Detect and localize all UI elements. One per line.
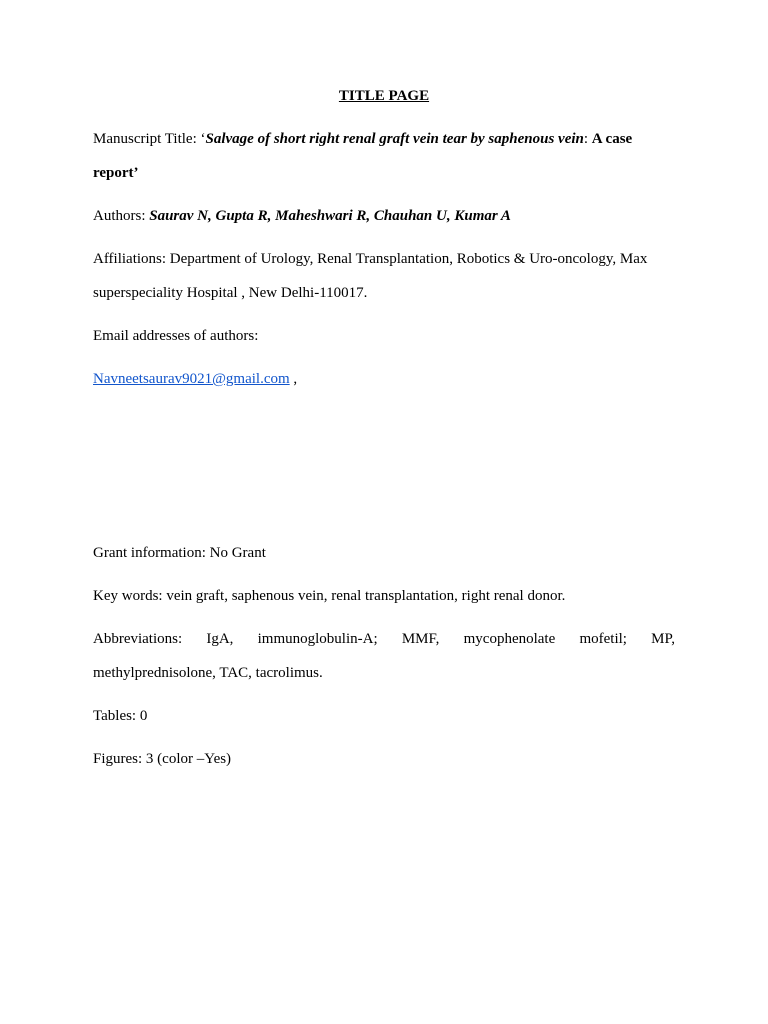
abbreviations-line-2: methylprednisolone, TAC, tacrolimus. — [93, 665, 323, 681]
abbreviations-word: immunoglobulin-A; — [257, 631, 378, 647]
manuscript-title-italic: Salvage of short right renal graft vein tear by saphenous vein — [205, 131, 584, 147]
keywords: Key words: vein graft, saphenous vein, renal transplantation, right renal donor. — [93, 588, 566, 604]
manuscript-title-line-2: report’ — [93, 165, 139, 181]
affiliations-line-1: Affiliations: Department of Urology, Renal Transplantation, Robotics & Uro-oncology, Max — [93, 251, 648, 267]
abbreviations-word: MP, — [651, 631, 675, 647]
manuscript-title-colon: : — [583, 131, 592, 147]
email-label: Email addresses of authors: — [93, 328, 259, 344]
abbreviations-word: mycophenolate — [463, 631, 556, 647]
abbreviations-word: Abbreviations: — [93, 631, 183, 647]
email-line — [93, 369, 675, 389]
page-title: TITLE PAGE — [338, 88, 430, 104]
authors-line — [93, 206, 675, 226]
authors-label: Authors: — [93, 208, 150, 224]
manuscript-title-end: A case — [591, 131, 633, 147]
manuscript-title-label: Manuscript Title: ‘ — [93, 131, 206, 147]
email-suffix: , — [289, 371, 298, 387]
authors-names: Saurav N, Gupta R, Maheshwari R, Chauhan U, Kumar A — [149, 208, 511, 224]
figures-count: Figures: 3 (color –Yes) — [93, 751, 232, 767]
grant-info: Grant information: No Grant — [93, 545, 266, 561]
affiliations-line-2: superspeciality Hospital , New Delhi-110017. — [93, 285, 368, 301]
abbreviations-word: IgA, — [206, 631, 234, 647]
abbreviations-word: mofetil; — [579, 631, 627, 647]
tables-count: Tables: 0 — [93, 708, 148, 724]
email-link[interactable]: Navneetsaurav9021@gmail.com — [93, 371, 290, 387]
abbreviations-word: MMF, — [401, 631, 440, 647]
manuscript-title-line-1 — [93, 129, 675, 149]
abbreviations-line-1 — [93, 629, 675, 649]
